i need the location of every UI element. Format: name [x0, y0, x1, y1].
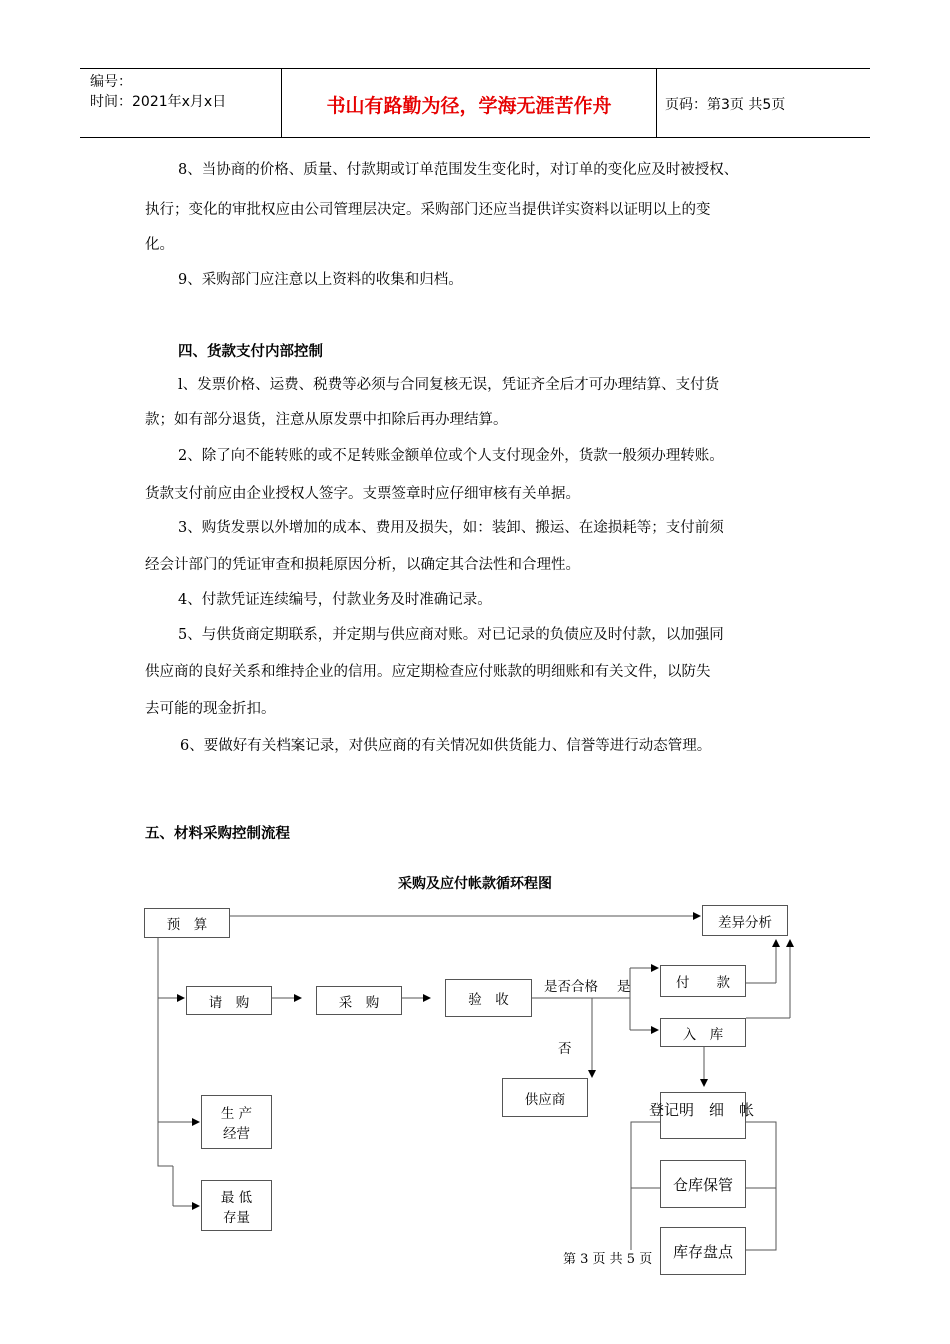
s4-item5-line2: 供应商的良好关系和维持企业的信用。应定期检查应付账款的明细账和有关文件，以防失 — [145, 664, 711, 680]
s4-item3-line1: 3、购货发票以外增加的成本、费用及损失，如：装卸、搬运、在途损耗等；支付前须 — [178, 520, 724, 536]
supplier-box: 供应商 — [502, 1078, 588, 1117]
yes-label: 是 — [617, 979, 631, 995]
time-label: 时间：2021年x月x日 — [90, 94, 227, 110]
section-5-heading: 五、材料采购控制流程 — [145, 826, 290, 842]
production-line1: 生 产 — [220, 1106, 253, 1122]
purchase-request-box: 请 购 — [186, 986, 272, 1015]
paragraph-8-line1: 8、当协商的价格、质量、付款期或订单范围发生变化时，对订单的变化应及时被授权、 — [178, 162, 739, 178]
minstock-line1: 最 低 — [220, 1189, 253, 1206]
s4-item3-line2: 经会计部门的凭证审查和损耗原因分析，以确定其合法性和合理性。 — [145, 557, 580, 573]
s4-item5-line1: 5、与供货商定期联系，并定期与供应商对账。对已记录的负债应及时付款，以加强同 — [178, 627, 724, 643]
qualified-question: 是否合格 — [544, 979, 598, 995]
purchase-box: 采 购 — [316, 986, 402, 1015]
production-line2: 经营 — [223, 1126, 250, 1142]
paragraph-9: 9、采购部门应注意以上资料的收集和归档。 — [178, 272, 463, 288]
s4-item2-line1: 2、除了向不能转账的或不足转账金额单位或个人支付现金外，货款一般须办理转账。 — [178, 448, 724, 464]
payment-box: 付 款 — [660, 965, 746, 997]
paragraph-8-line2: 执行；变化的审批权应由公司管理层决定。采购部门还应当提供详实资料以证明以上的变 — [145, 202, 711, 218]
inventory-count-box: 库存盘点 — [660, 1227, 746, 1275]
ledger-label: 登记明 细 帐 — [649, 1101, 755, 1119]
no-label: 否 — [558, 1041, 572, 1057]
section-4-heading: 四、货款支付内部控制 — [178, 344, 323, 360]
s4-item4: 4、付款凭证连续编号，付款业务及时准确记录。 — [178, 592, 492, 608]
storage-box: 仓库保管 — [660, 1160, 746, 1208]
s4-item5-line3: 去可能的现金折扣。 — [145, 701, 276, 717]
page-label: 页码：第3页 共5页 — [665, 97, 786, 113]
warehouse-in-box: 入 库 — [660, 1018, 746, 1047]
flowchart-title: 采购及应付帐款循环程图 — [398, 876, 552, 892]
page-footer: 第 3 页 共 5 页 — [563, 1252, 653, 1267]
s4-item6: 6、要做好有关档案记录，对供应商的有关情况如供货能力、信誉等进行动态管理。 — [180, 738, 712, 754]
motto: 书山有路勤为径，学海无涯苦作舟 — [326, 95, 612, 117]
minimum-stock-box — [201, 1180, 272, 1231]
inspection-box: 验 收 — [445, 979, 532, 1017]
minstock-line2: 存量 — [223, 1209, 250, 1226]
number-label: 编号： — [90, 74, 132, 90]
s4-item1-line2: 款；如有部分退货，注意从原发票中扣除后再办理结算。 — [145, 412, 508, 428]
variance-analysis-box: 差异分析 — [702, 905, 788, 936]
budget-box: 预 算 — [144, 908, 230, 938]
paragraph-8-line3: 化。 — [145, 237, 174, 253]
production-box — [201, 1095, 272, 1149]
s4-item1-line1: l、发票价格、运费、税费等必须与合同复核无误，凭证齐全后才可办理结算、支付货 — [178, 377, 720, 393]
s4-item2-line2: 货款支付前应由企业授权人签字。支票签章时应仔细审核有关单据。 — [145, 486, 580, 502]
